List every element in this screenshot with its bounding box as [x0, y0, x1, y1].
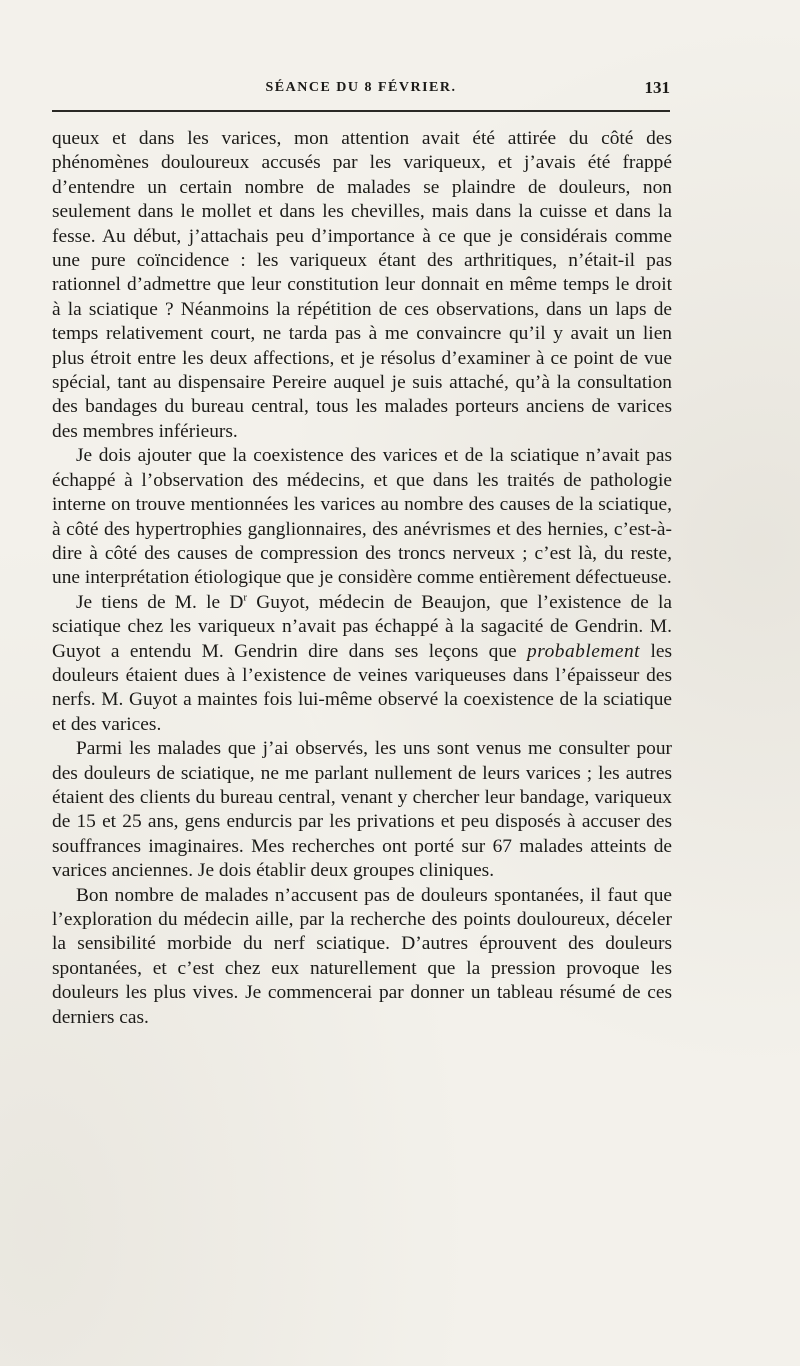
running-title: SÉANCE DU 8 FÉVRIER. [265, 80, 457, 95]
paragraph-5: Bon nombre de malades n’accusent pas de douleurs spontanées, il faut que l’exploration du médecin aille, par la recherche des points douloureux, déceler la sensibilité morbide du nerf sciatique. D’autres éprouvent des douleurs spontanées, et c’est chez eux naturellement que la pression provoque les douleurs les plus vives. Je commencerai par donner un tableau résumé de ces derniers cas. [52, 884, 672, 1028]
doctor-abbrev-superscript: r [243, 591, 248, 604]
paragraph-3 [52, 591, 672, 737]
page-number: 131 [644, 78, 670, 97]
paragraph-3-middle: Guyot, médecin de Beaujon, que l’existence de la sciatique chez les variqueux n’avait pas échappé à la sagacité de Gendrin. M. Guyot a entendu M. Gendrin dire dans ses leçons que [52, 591, 672, 662]
paragraph-3-start: Je tiens de M. le D [76, 591, 244, 613]
paragraph-1: queux et dans les varices, mon attention avait été attirée du côté des phénomènes douloureux accusés par les variqueux, et j’avais été frappé d’entendre un certain nombre de malades se plaindre de douleurs, non seulement dans le mollet et dans les chevilles, mais dans la cuisse et dans la fesse. Au début, j’attachais peu d’importance à ce que je considérais comme une pure coïncidence : les variqueux étant des arthritiques, n’était-il pas rationnel d’admettre que leur constitution leur donnait en même temps le droit à la sciatique ? Néanmoins la répétition de ces observations, dans un laps de temps relativement court, ne tarda pas à me convaincre qu’il y avait un lien plus étroit entre les deux affections, et je résolus d’examiner à ce point de vue spécial, tant au dispensaire Pereire auquel je suis attaché, qu’à la consultation des bandages du bureau central, tous les malades porteurs anciens de varices des membres inférieurs. [52, 128, 672, 442]
paragraph-3-end: les douleurs étaient dues à l’existence de veines variqueuses dans l’épaisseur des nerfs. M. Guyot a maintes fois lui-même observé la coexistence de la sciatique et des varices. [52, 640, 672, 735]
paragraph-2: Je dois ajouter que la coexistence des varices et de la sciatique n’avait pas échappé à l’observation des médecins, et que dans les traités de pathologie interne on trouve mentionnées les varices au nombre des causes de la sciatique, à côté des hypertrophies ganglionnaires, des anévrismes et des hernies, c’est-à-dire à côté des causes de compression des troncs nerveux ; c’est là, du reste, une interprétation étiologique que je considère comme entièrement défectueuse. [52, 445, 672, 589]
paragraph-4: Parmi les malades que j’ai observés, les uns sont venus me consulter pour des douleurs de sciatique, ne me parlant nullement de leurs varices ; les autres étaient des clients du bureau central, venant y chercher leur bandage, variqueux de 15 et 25 ans, gens endurcis par les privations et peu disposés à accuser des souffrances imaginaires. Mes recherches ont porté sur 67 malades atteints de varices anciennes. Je dois établir deux groupes cliniques. [52, 738, 672, 882]
header-rule [52, 110, 670, 112]
running-head [52, 78, 670, 102]
emphasis-probablement: probablement [527, 640, 641, 662]
body-text [52, 127, 672, 1030]
